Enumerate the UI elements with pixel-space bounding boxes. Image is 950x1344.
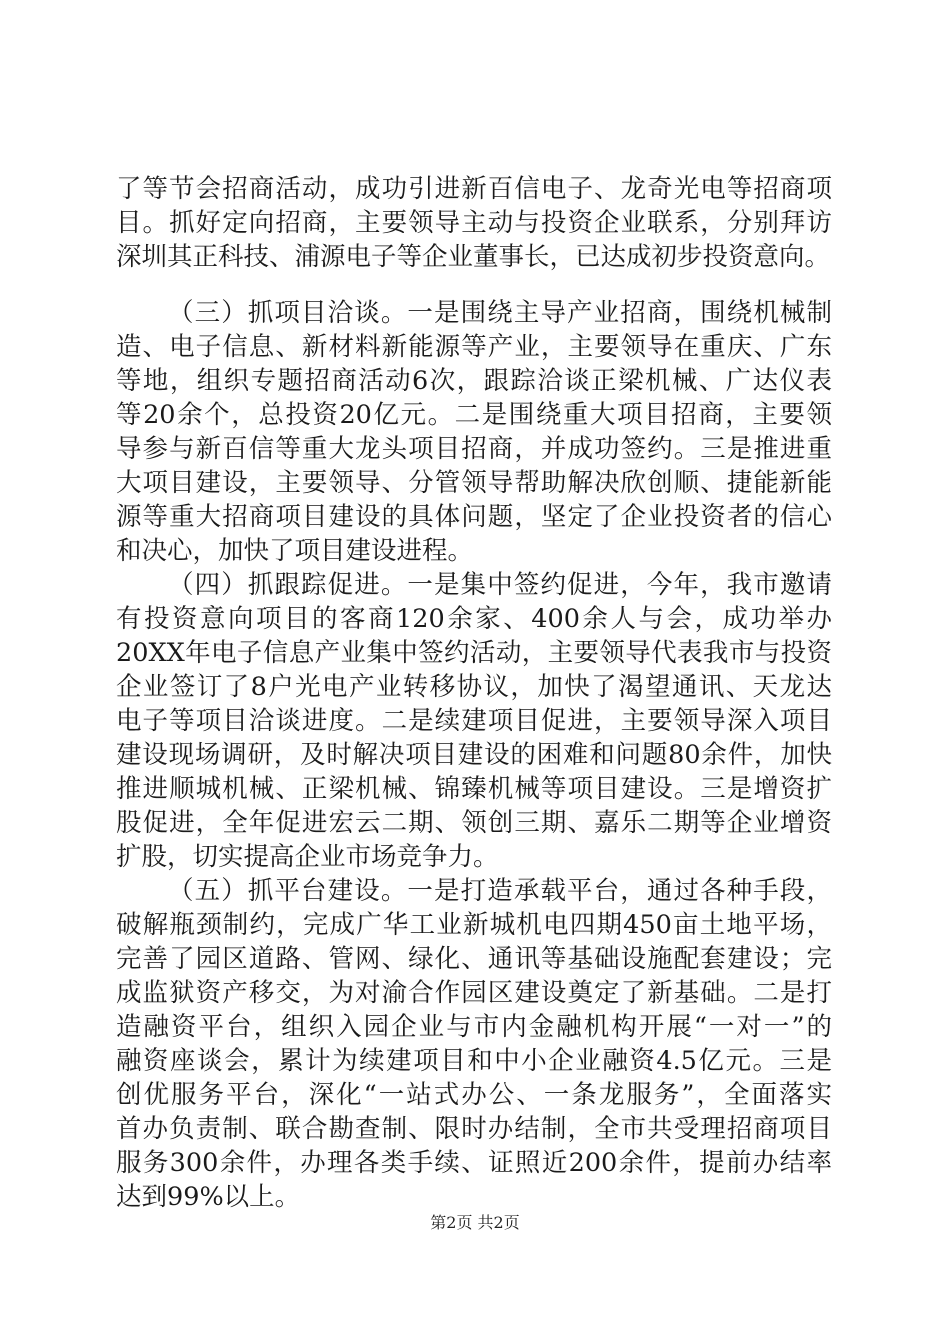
text-line: 20XX年电子信息产业集中签约活动，主要领导代表我市与投资 [116, 638, 832, 668]
text-line: 股促进，全年促进宏云二期、领创三期、嘉乐二期等企业增资 [116, 808, 832, 838]
text-line: 建设现场调研，及时解决项目建设的困难和问题80余件，加快 [116, 740, 832, 770]
text-line: 企业签订了8户光电产业转移协议，加快了渴望通讯、天龙达 [116, 672, 832, 702]
text-line: 大项目建设，主要领导、分管领导帮助解决欣创顺、捷能新能 [116, 468, 832, 498]
text-line: 服务300余件，办理各类手续、证照近200余件，提前办结率 [116, 1148, 832, 1178]
text-line: 等20余个，总投资20亿元。二是围绕重大项目招商，主要领 [116, 400, 832, 430]
text-line: 深圳其正科技、浦源电子等企业董事长，已达成初步投资意向。 [116, 242, 831, 272]
text-line: 和决心，加快了项目建设进程。 [116, 536, 474, 566]
text-line: 首办负责制、联合勘查制、限时办结制，全市共受理招商项目 [116, 1114, 832, 1144]
paragraph-heading-4: （四）抓跟踪促进。一是集中签约促进，今年，我市邀请 [168, 570, 832, 600]
text-line: 造、电子信息、新材料新能源等产业，主要领导在重庆、广东 [116, 332, 832, 362]
text-line: 完善了园区道路、管网、绿化、通讯等基础设施配套建设；完 [116, 944, 832, 974]
text-line: 达到99%以上。 [116, 1182, 301, 1212]
text-line: 成监狱资产移交，为对渝合作园区建设奠定了新基础。二是打 [116, 978, 832, 1008]
text-line: 造融资平台，组织入园企业与市内金融机构开展“一对一”的 [116, 1012, 832, 1042]
text-line: 破解瓶颈制约，完成广华工业新城机电四期450亩土地平场， [116, 910, 832, 940]
page-footer: 第2页 共2页 [430, 1213, 520, 1232]
text-line: 电子等项目洽谈进度。二是续建项目促进，主要领导深入项目 [116, 706, 832, 736]
text-line: 有投资意向项目的客商120余家、400余人与会，成功举办 [116, 604, 832, 634]
text-line: 目。抓好定向招商，主要领导主动与投资企业联系，分别拜访 [116, 208, 832, 238]
text-line: 导参与新百信等重大龙头项目招商，并成功签约。三是推进重 [116, 434, 832, 464]
text-line: 创优服务平台，深化“一站式办公、一条龙服务”，全面落实 [116, 1080, 832, 1110]
paragraph-heading-3: （三）抓项目洽谈。一是围绕主导产业招商，围绕机械制 [168, 298, 832, 328]
text-line: 等地，组织专题招商活动6次，跟踪洽谈正梁机械、广达仪表 [116, 366, 832, 396]
text-line: 融资座谈会，累计为续建项目和中小企业融资4.5亿元。三是 [116, 1046, 832, 1076]
text-line: 推进顺城机械、正梁机械、锦臻机械等项目建设。三是增资扩 [116, 774, 832, 804]
paragraph-heading-5: （五）抓平台建设。一是打造承载平台，通过各种手段， [168, 876, 832, 906]
text-line: 了等节会招商活动，成功引进新百信电子、龙奇光电等招商项 [116, 174, 832, 204]
text-line: 源等重大招商项目建设的具体问题，坚定了企业投资者的信心 [116, 502, 832, 532]
text-line: 扩股，切实提高企业市场竞争力。 [116, 842, 499, 872]
